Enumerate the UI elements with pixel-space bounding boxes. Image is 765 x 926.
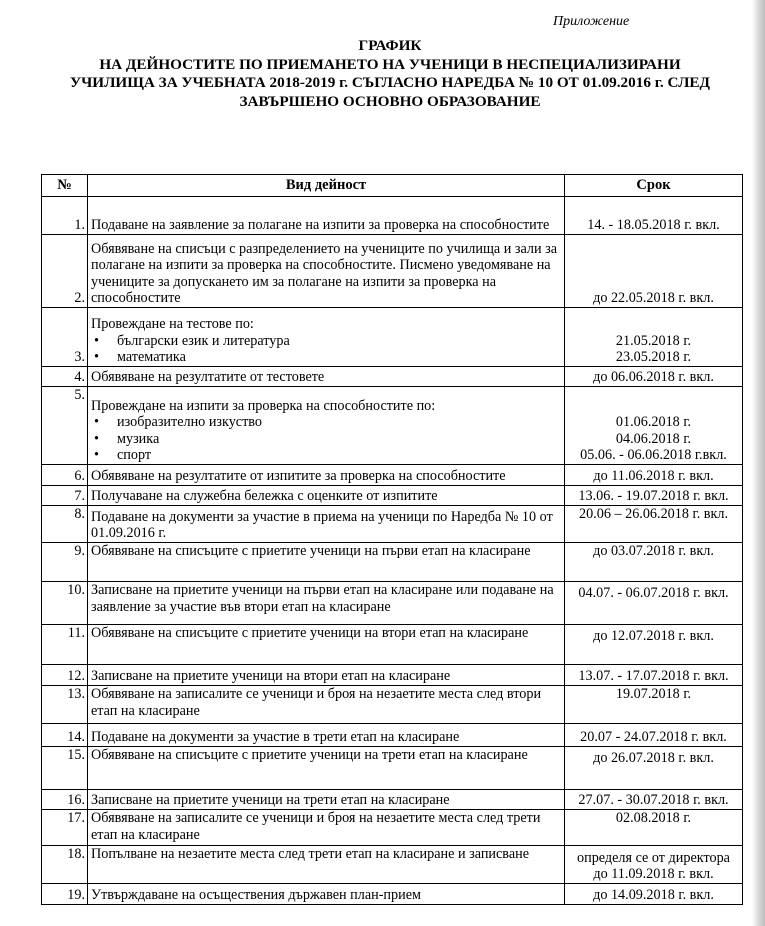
row-activity: Обявяване на списъците с приетите ученици на първи етап на класиране [88, 543, 565, 582]
table-row [42, 665, 743, 686]
row-term: 13.06. - 19.07.2018 г. вкл. [565, 486, 743, 506]
subject-list [91, 414, 561, 464]
row-term: 20.06 – 26.06.2018 г. вкл. [565, 506, 743, 543]
row-term [565, 308, 743, 367]
row-activity-text: Провеждане на тестове по: [91, 316, 254, 333]
row-term: 27.07. - 30.07.2018 г. вкл. [565, 790, 743, 810]
header-num: № [42, 175, 88, 197]
table-row [42, 884, 743, 905]
row-number: 7. [42, 486, 88, 506]
title-line: НА ДЕЙНОСТИТЕ ПО ПРИЕМАНЕТО НА УЧЕНИЦИ В НЕСПЕЦИАЛИЗИРАНИ [99, 55, 681, 73]
row-number: 15. [42, 747, 88, 790]
term-line: 21.05.2018 г. [615, 332, 692, 349]
title-line: ЗАВЪРШЕНО ОСНОВНО ОБРАЗОВАНИЕ [239, 92, 541, 110]
header-term: Срок [565, 175, 743, 197]
title-line: УЧИЛИЩА ЗА УЧЕБНАТА 2018-2019 г. СЪГЛАСНО НАРЕДБА № 10 ОТ 01.09.2016 г. СЛЕД [70, 74, 710, 91]
row-number: 2. [42, 235, 88, 308]
table-header-row [42, 175, 743, 197]
term-line: 23.05.2018 г. [615, 349, 692, 366]
table-row [42, 465, 743, 486]
row-activity: Подаване на документи за участие в приема на ученици по Наредба № 10 от 01.09.2016 г. [88, 506, 565, 543]
table-row [42, 747, 743, 790]
list-item: • музика [117, 431, 561, 448]
row-term: до 14.09.2018 г. вкл. [565, 884, 743, 905]
row-term: 19.07.2018 г. [565, 686, 743, 724]
row-number: 6. [42, 465, 88, 486]
list-item: • математика [117, 349, 561, 366]
row-number: 10. [42, 582, 88, 625]
row-number: 5. [42, 387, 88, 465]
row-activity: Обявяване на записалите се ученици и броя на незаетите места след трети етап на класиране [88, 810, 565, 846]
term-line: 05.06. - 06.06.2018 г.вкл. [580, 447, 727, 464]
table-row [42, 846, 743, 884]
row-term: 04.07. - 06.07.2018 г. вкл. [565, 582, 743, 625]
row-activity: Обявяване на резултатите от изпитите за проверка на способностите [88, 465, 565, 486]
row-term: до 12.07.2018 г. вкл. [565, 625, 743, 665]
table-row [42, 686, 743, 724]
table-row [42, 790, 743, 810]
row-activity: Записване на приетите ученици на втори етап на класиране [88, 665, 565, 686]
row-number: 17. [42, 810, 88, 846]
table-row [42, 486, 743, 506]
row-number: 19. [42, 884, 88, 905]
row-term: 14. - 18.05.2018 г. вкл. [565, 197, 743, 235]
row-activity: Подаване на документи за участие в трети етап на класиране [88, 724, 565, 747]
row-activity [88, 308, 565, 367]
row-activity: Обявяване на списъците с приетите ученици на втори етап на класиране [88, 625, 565, 665]
row-number: 3. [42, 308, 88, 367]
table-row [42, 308, 743, 367]
row-activity: Обявяване на резултатите от тестовете [88, 367, 565, 387]
row-activity: Записване на приетите ученици на първи етап на класиране или подаване на заявление за участие във втори етап на класиране [88, 582, 565, 625]
table-row [42, 367, 743, 387]
row-term: до 26.07.2018 г. вкл. [565, 747, 743, 790]
row-activity: Записване на приетите ученици на трети етап на класиране [88, 790, 565, 810]
table-row [42, 724, 743, 747]
row-term: 13.07. - 17.07.2018 г. вкл. [565, 665, 743, 686]
row-number: 13. [42, 686, 88, 724]
row-activity: Утвърждаване на осъществения държавен план-прием [88, 884, 565, 905]
annex-label: Приложение [553, 14, 630, 29]
table-row [42, 625, 743, 665]
table-row [42, 235, 743, 308]
row-number: 14. [42, 724, 88, 747]
table-row [42, 582, 743, 625]
row-number: 11. [42, 625, 88, 665]
term-line: до 11.09.2018 г. вкл. [593, 866, 714, 883]
row-activity: Подаване на заявление за полагане на изпити за проверка на способностите [88, 197, 565, 235]
row-number: 4. [42, 367, 88, 387]
term-line: 01.06.2018 г. [615, 414, 692, 431]
row-activity: Обявяване на записалите се ученици и броя на незаетите места след втори етап на класиране [88, 686, 565, 724]
term-line: определя се от директора [577, 849, 730, 866]
subject-list [91, 333, 561, 366]
row-number: 18. [42, 846, 88, 884]
row-number: 8. [42, 506, 88, 543]
row-number: 1. [42, 197, 88, 235]
term-line: 04.06.2018 г. [615, 430, 692, 447]
table-row [42, 197, 743, 235]
list-item: • изобразително изкуство [117, 414, 561, 431]
schedule-table [41, 174, 743, 905]
list-item: • български език и литература [117, 333, 561, 350]
row-activity: Обявяване на списъците с приетите ученици на трети етап на класиране [88, 747, 565, 790]
row-term [565, 846, 743, 884]
row-activity: Получаване на служебна бележка с оценките от изпитите [88, 486, 565, 506]
table-row [42, 543, 743, 582]
row-number: 16. [42, 790, 88, 810]
table-row [42, 506, 743, 543]
row-term: до 06.06.2018 г. вкл. [565, 367, 743, 387]
row-number: 12. [42, 665, 88, 686]
row-activity [88, 387, 565, 465]
row-term: до 03.07.2018 г. вкл. [565, 543, 743, 582]
table-row [42, 810, 743, 846]
row-term [565, 387, 743, 465]
header-activity: Вид дейност [88, 175, 565, 197]
row-term: до 22.05.2018 г. вкл. [565, 235, 743, 308]
scan-edge-shadow [752, 0, 765, 926]
row-number: 9. [42, 543, 88, 582]
row-term: до 11.06.2018 г. вкл. [565, 465, 743, 486]
row-term: 02.08.2018 г. [565, 810, 743, 846]
table-row [42, 387, 743, 465]
row-activity-text: Провеждане на изпити за проверка на способностите по: [91, 397, 436, 414]
row-term: 20.07 - 24.07.2018 г. вкл. [565, 724, 743, 747]
row-activity: Обявяване на списъци с разпределението на учениците по училища и зали за полагане на изпити за проверка на способностите. Писмено уведомяване на учениците за допускането им за полагане на изпити за проверка на способностите [88, 235, 565, 308]
title-line: ГРАФИК [358, 37, 422, 54]
list-item: • спорт [117, 447, 561, 464]
document-title [40, 37, 740, 111]
row-activity: Попълване на незаетите места след трети етап на класиране и записване [88, 846, 565, 884]
